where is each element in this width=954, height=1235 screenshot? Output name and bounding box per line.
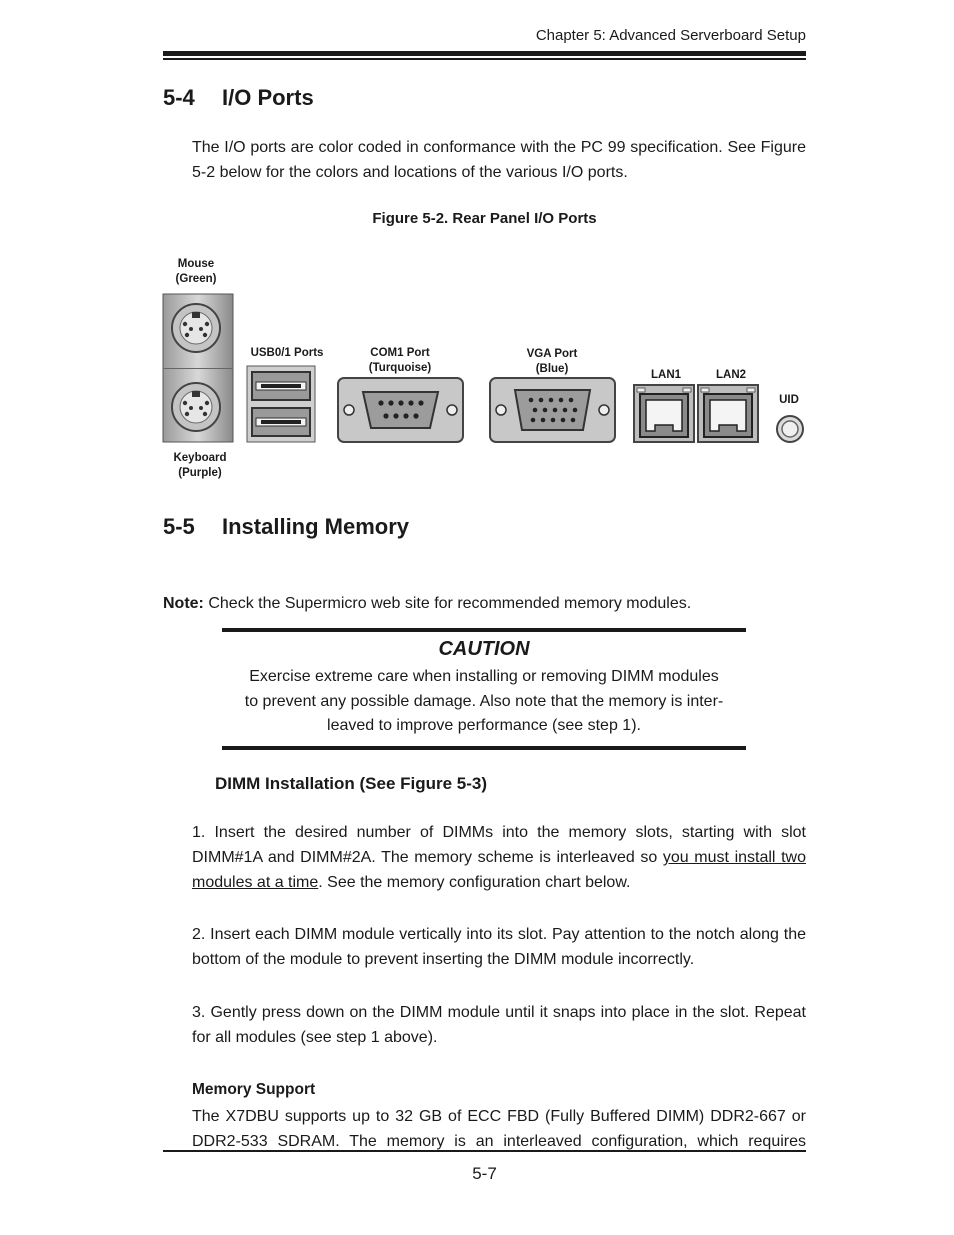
header-rule-thin [163, 58, 806, 60]
section-number: 5-4 [163, 85, 195, 110]
io-paragraph: The I/O ports are color coded in conformance with the PC 99 specification. See Figure 5-2 below for the colors and locations of the various I/O ports. [192, 139, 806, 181]
usb-label: USB0/1 Ports [250, 347, 324, 359]
uid-label: UID [779, 394, 799, 406]
mouse-label: Mouse (Green) [175, 258, 217, 285]
caution-rule-bottom [222, 746, 746, 750]
com-label: COM1 Port (Turquoise) [368, 347, 432, 374]
usb-ports [247, 366, 315, 442]
step-2: 2. Insert each DIMM module vertically into its slot. Pay attention to the notch along the bottom of the module to prevent inserting the DIMM module incorrectly. [192, 926, 806, 968]
lan-ports [634, 385, 759, 442]
section-title: Installing Memory [222, 514, 410, 539]
lan1-port [634, 385, 694, 442]
ps2-port-stack [163, 294, 233, 442]
keyboard-label: Keyboard (Purple) [173, 452, 227, 479]
header-rule-thick [163, 51, 806, 56]
section-number: 5-5 [163, 514, 195, 539]
lan1-label: LAN1 [650, 369, 682, 381]
memory-support-text: The X7DBU supports up to 32 GB of ECC FBD (Fully Buffered DIMM) DDR2-667 or DDR2-533 SDRAM. The memory is an interleaved configuration, which requires [192, 1108, 806, 1150]
lan2-label: LAN2 [715, 369, 747, 381]
caution-text: Exercise extreme care when installing or removing DIMM modules to prevent any possible damage. Also note that the memory is inter- leaved to improve performance (see step 1). [244, 668, 724, 734]
note-line [163, 595, 806, 613]
section-heading-memory [163, 514, 409, 540]
caution-title: CAUTION [438, 638, 530, 660]
usb0-port [252, 372, 310, 400]
lan2-port [698, 385, 758, 442]
step-1: 1. Insert the desired number of DIMMs into the memory slots, starting with slot DIMM#1A and DIMM#2A. The memory scheme is interleaved so you must install two modules at a time. See the memory configuration chart below. [192, 824, 806, 891]
uid-button [775, 414, 805, 444]
page-number: 5-7 [472, 1164, 497, 1183]
section-heading-io [163, 85, 314, 111]
com1-port [338, 378, 463, 442]
note-text: Check the Supermicro web site for recommended memory modules. [203, 595, 692, 612]
footer-rule [163, 1150, 806, 1152]
vga-label: VGA Port (Blue) [526, 348, 578, 375]
figure-caption: Figure 5-2. Rear Panel I/O Ports [372, 210, 597, 227]
chapter-header: Chapter 5: Advanced Serverboard Setup [535, 27, 806, 44]
usb1-port [252, 408, 310, 436]
note-label: Note: [163, 595, 204, 612]
step-3: 3. Gently press down on the DIMM module until it snaps into place in the slot. Repeat for all modules (see step 1 above). [192, 1004, 806, 1046]
keyboard-port [172, 383, 220, 431]
mouse-port [172, 304, 220, 352]
dimm-installation-heading: DIMM Installation (See Figure 5-3) [215, 774, 488, 793]
caution-rule-top [222, 628, 746, 632]
vga-port [490, 378, 615, 442]
section-title: I/O Ports [222, 85, 314, 110]
memory-support-heading: Memory Support [192, 1081, 316, 1098]
